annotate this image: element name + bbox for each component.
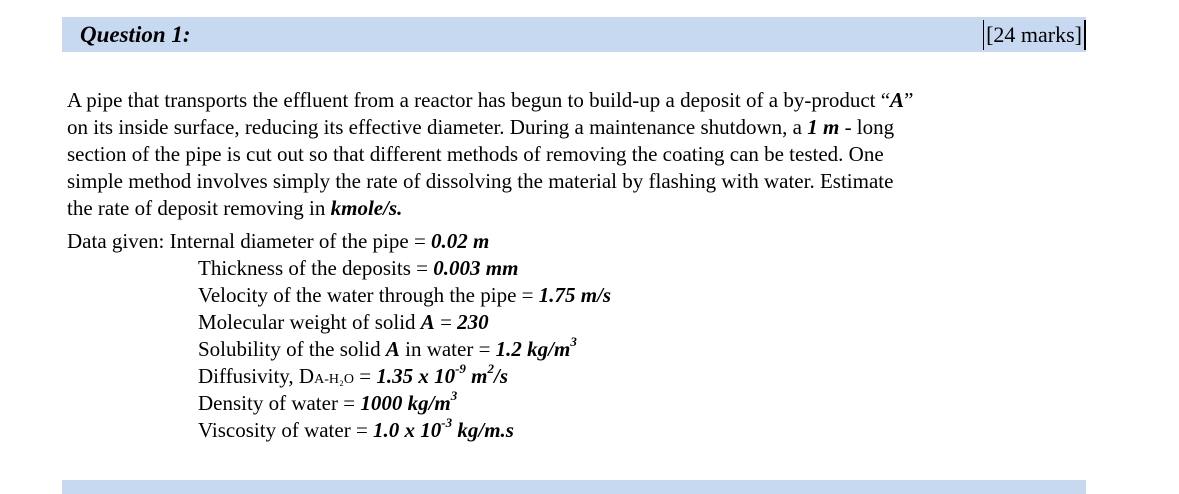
data-value: m xyxy=(465,364,488,388)
data-label: Internal diameter of the pipe = xyxy=(169,229,432,253)
data-label: Molecular weight of solid xyxy=(198,310,421,334)
question-marks: [24 marks] xyxy=(983,20,1086,50)
question-title: Question 1: xyxy=(80,22,191,47)
next-question-header xyxy=(62,480,1086,494)
text-segment: the rate of deposit removing in xyxy=(67,196,331,220)
data-row-molecular-weight xyxy=(67,309,611,336)
data-value: 1.35 x 10 xyxy=(376,364,456,388)
data-label: Viscosity of water = xyxy=(198,418,374,442)
data-row-viscosity xyxy=(67,417,611,444)
data-row-density xyxy=(67,390,611,417)
paragraph-line xyxy=(67,114,1085,141)
exponent: -9 xyxy=(455,361,466,376)
exponent: 3 xyxy=(570,334,577,349)
data-row-solubility xyxy=(67,336,611,363)
data-value: 1.75 m/s xyxy=(538,283,612,307)
data-row-thickness xyxy=(67,255,611,282)
data-value: 230 xyxy=(457,310,489,334)
question-paragraph xyxy=(67,87,1085,195)
data-value: 0.003 mm xyxy=(433,256,519,280)
data-row-velocity xyxy=(67,282,611,309)
paragraph-last-line xyxy=(67,195,402,222)
data-value: /s xyxy=(494,364,509,388)
data-label: Density of water = xyxy=(198,391,361,415)
unit-value: kmole/s. xyxy=(330,196,403,220)
length-value: 1 m xyxy=(807,115,840,139)
data-row-internal-diameter xyxy=(67,228,611,255)
data-value: 1.2 kg/m xyxy=(495,337,571,361)
data-value: 1000 kg/m xyxy=(360,391,451,415)
exponent: -3 xyxy=(441,415,453,430)
text-segment: A pipe that transports the effluent from a reactor has begun to build-up a deposit of a by-product “ xyxy=(67,88,891,112)
equals-sign: = xyxy=(353,364,377,388)
equals-sign: = xyxy=(434,310,458,334)
paragraph-line xyxy=(67,87,1085,114)
subscript: A-H₂O xyxy=(314,372,354,387)
symbol-a: A xyxy=(385,337,400,361)
symbol-a: A xyxy=(890,88,905,112)
question-header xyxy=(62,17,1086,52)
text-segment: - long xyxy=(839,115,895,139)
data-value: kg/m.s xyxy=(452,418,514,442)
symbol-a: A xyxy=(420,310,435,334)
exponent: 2 xyxy=(487,361,494,376)
data-label: Solubility of the solid xyxy=(198,337,386,361)
data-value: 1.0 x 10 xyxy=(373,418,442,442)
exponent: 3 xyxy=(450,388,458,403)
data-given-list xyxy=(67,228,611,444)
data-label: in water = xyxy=(399,337,496,361)
data-label: Diffusivity, D xyxy=(198,364,315,388)
data-value: 0.02 m xyxy=(431,229,490,253)
data-given-label: Data given: xyxy=(67,229,170,253)
text-segment: on its inside surface, reducing its effective diameter. During a maintenance shutdown, a xyxy=(67,115,808,139)
text-segment: ” xyxy=(904,88,914,112)
data-label: Velocity of the water through the pipe = xyxy=(198,283,539,307)
data-row-diffusivity xyxy=(67,363,611,390)
paragraph-line: simple method involves simply the rate of dissolving the material by flashing with water. Estimate xyxy=(67,169,894,193)
paragraph-line: section of the pipe is cut out so that different methods of removing the coating can be tested. One xyxy=(67,142,884,166)
data-label: Thickness of the deposits = xyxy=(198,256,434,280)
